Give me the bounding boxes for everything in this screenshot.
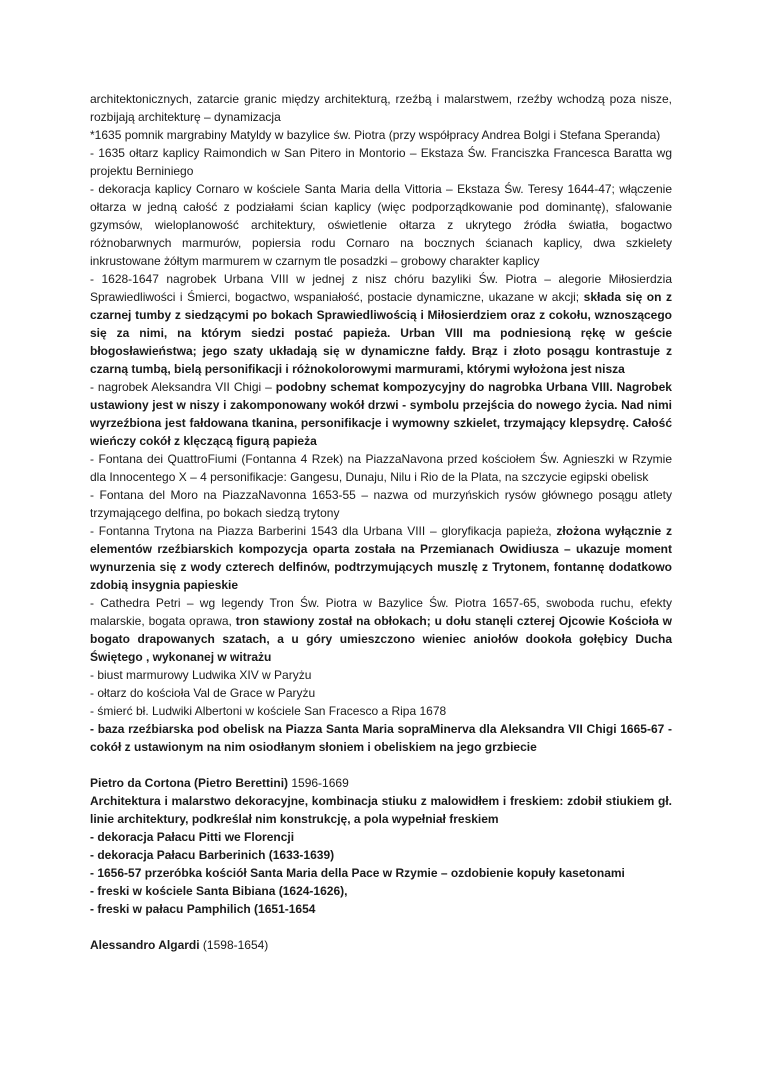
text-run: - Cathedra Petri – wg legendy Tron Św. Piotra w Bazylice Św. Piotra 1657-65, swoboda ruchu, efekty malarskie, bogata oprawa, — [90, 596, 672, 628]
document-body — [90, 90, 672, 954]
text-run: (1598-1654) — [199, 938, 269, 952]
paragraph — [90, 378, 672, 450]
bold-text-run: Architektura i malarstwo dekoracyjne, kombinacja stiuku z malowidłem i freskiem: zdobił stiukiem gł. linie architektury, podkreślał nim konstrukcję, a pola wypełniał freskiem — [90, 794, 672, 826]
paragraph — [90, 522, 672, 594]
paragraph — [90, 270, 672, 378]
bold-text-run: Alessandro Algardi — [90, 938, 200, 952]
text-run: - nagrobek Aleksandra VII Chigi – — [90, 380, 276, 394]
bold-text-run: składa się on z czarnej tumby z siedzącymi po bokach Sprawiedliwością i Miłosierdziem oraz z cokołu, wznoszącego się za nimi, na którym siedzi postać papieża. Urban VIII ma podniesioną rękę w geście błogosławieństwa; jego szaty układają się w dynamiczne fałdy. Brąz i złoto posągu kontrastuje z czarną tumbą, bielą personifikacji i różnokolorowymi marmurami, którymi wyłożona jest nisza — [90, 290, 673, 376]
paragraph — [90, 594, 672, 666]
paragraph — [90, 90, 672, 126]
paragraph — [90, 900, 672, 918]
paragraph — [90, 774, 672, 792]
text-run: - Fontana dei QuattroFiumi (Fontanna 4 Rzek) na PiazzaNavona przed kościołem Św. Agnieszki w Rzymie dla Innocentego X – 4 personifikacje: Gangesu, Dunaju, Nilu i Rio de la Plata, na szczycie egipski obelisk — [90, 452, 672, 484]
paragraph — [90, 846, 672, 864]
text-run: - Fontana del Moro na PiazzaNavonna 1653-55 – nazwa od murzyńskich rysów głównego posągu atlety trzymającego delfina, po bokach siedzą trytony — [90, 488, 672, 520]
bold-text-run: - baza rzeźbiarska pod obelisk na Piazza Santa Maria sopraMinerva dla Aleksandra VII Chigi 1665-67 - cokół z ustawionym na nim osiodłanym słoniem i obeliskiem na jego grzbiecie — [90, 722, 672, 754]
bold-text-run: - dekoracja Pałacu Barberinich (1633-1639) — [90, 848, 335, 862]
paragraph — [90, 792, 672, 828]
paragraph — [90, 936, 672, 954]
paragraph — [90, 666, 672, 684]
bold-text-run: - dekoracja Pałacu Pitti we Florencji — [90, 830, 295, 844]
paragraph — [90, 702, 672, 720]
paragraph — [90, 864, 672, 882]
bold-text-run: tron stawiony został na obłokach; u dołu stanęli czterej Ojcowie Kościoła w bogato drapowanych szatach, a u góry umieszczono wieniec aniołów dookoła gołębicy Ducha Świętego , wykonanej w witrażu — [90, 614, 673, 664]
paragraph-gap — [90, 918, 672, 936]
bold-text-run: Pietro da Cortona (Pietro Berettini) — [90, 776, 289, 790]
paragraph — [90, 180, 672, 270]
paragraph — [90, 720, 672, 756]
paragraph — [90, 144, 672, 180]
text-run: *1635 pomnik margrabiny Matyldy w bazylice św. Piotra (przy współpracy Andrea Bolgi i Stefana Speranda) — [90, 128, 661, 142]
paragraph — [90, 684, 672, 702]
text-run: - 1635 ołtarz kaplicy Raimondich w San Pitero in Montorio – Ekstaza Św. Franciszka Francesca Baratta wg projektu Berniniego — [90, 146, 672, 178]
text-run: - śmierć bł. Ludwiki Albertoni w kościele San Fracesco a Ripa 1678 — [90, 704, 447, 718]
bold-text-run: złożona wyłącznie z elementów rzeźbiarskich kompozycja oparta została na Przemianach Owidiusza – ukazuje moment wynurzenia się z wody czterech delfinów, podtrzymujących muszlę z Trytonem, fontannę dodatkowo zdobią insygnia papieskie — [90, 524, 672, 592]
text-run: - 1628-1647 nagrobek Urbana VIII w jednej z nisz chóru bazyliki Św. Piotra – alegorie Miłosierdzia Sprawiedliwości i Śmierci, bogactwo, wspaniałość, postacie dynamiczne, ukazane w akcji; — [90, 272, 672, 304]
text-run: - Fontanna Trytona na Piazza Barberini 1543 dla Urbana VIII – gloryfikacja papieża, — [90, 524, 557, 538]
text-run: - dekoracja kaplicy Cornaro w kościele Santa Maria della Vittoria – Ekstaza Św. Teresy 1644-47; włączenie ołtarza w jedną całość z podziałami ścian kaplicy (więc podporządkowanie pod dominantę), sfalowanie gzymsów, wieloplanowość architektury, oświetlenie ołtarza z ukrytego źródła światła, bogactwo różnobarwnych marmurów, popiersia rodu Cornaro na bocznych ścianach kaplicy, dwa szkielety inkrustowane żółtym marmurem w czarnym tle posadzki – grobowy charakter kaplicy — [90, 182, 672, 268]
bold-text-run: - 1656-57 przeróbka kościół Santa Maria della Pace w Rzymie – ozdobienie kopuły kasetonami — [90, 866, 625, 880]
paragraph — [90, 882, 672, 900]
bold-text-run: - freski w pałacu Pamphilich (1651-1654 — [90, 902, 316, 916]
text-run: - biust marmurowy Ludwika XIV w Paryżu — [90, 668, 312, 682]
text-run: 1596-1669 — [288, 776, 349, 790]
paragraph — [90, 126, 672, 144]
bold-text-run: podobny schemat kompozycyjny do nagrobka Urbana VIII. Nagrobek ustawiony jest w niszy i zakomponowany wokół drzwi - symbolu przejścia do nowego życia. Nad nimi wyrzeźbiona jest fałdowana tkanina, personifikacje i wymowny szkielet, trzymający klepsydrę. Całość wieńczy cokół z klęczącą figurą papieża — [90, 380, 672, 448]
text-run: architektonicznych, zatarcie granic między architekturą, rzeźbą i malarstwem, rzeźby wchodzą poza nisze, rozbijają architekturę – dynamizacja — [90, 92, 672, 124]
paragraph — [90, 450, 672, 486]
text-run: - ołtarz do kościoła Val de Grace w Paryżu — [90, 686, 316, 700]
paragraph — [90, 486, 672, 522]
paragraph-gap — [90, 756, 672, 774]
paragraph — [90, 828, 672, 846]
bold-text-run: - freski w kościele Santa Bibiana (1624-1626), — [90, 884, 348, 898]
